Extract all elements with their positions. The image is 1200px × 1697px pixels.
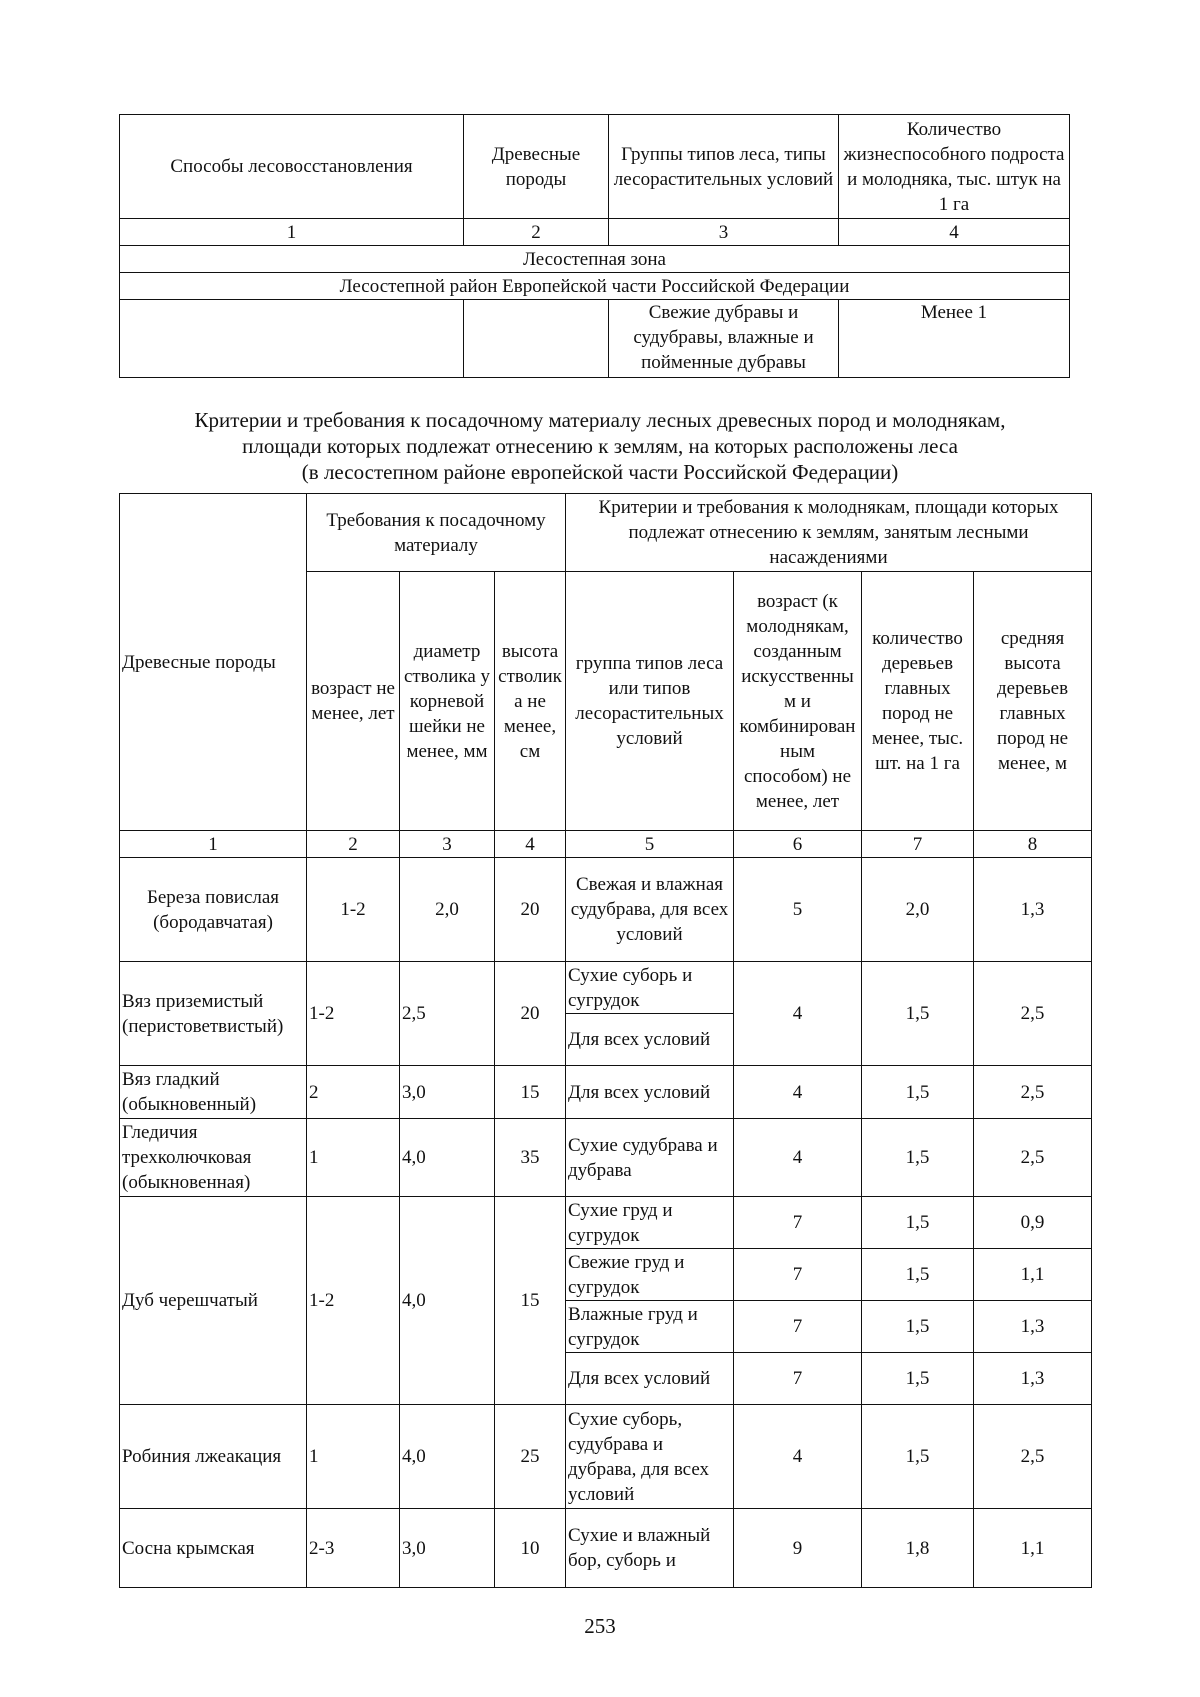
region-title: Лесостепной район Европейской части Российской Федерации (120, 273, 1070, 300)
amount-cell: Менее 1 (839, 300, 1070, 378)
header-species: Древесные породы (464, 115, 609, 219)
regeneration-table (119, 114, 1070, 378)
young-age-cell: 4 (734, 1405, 862, 1509)
species-cell: Береза повислая (бородавчатая) (120, 858, 307, 962)
height-cell: 15 (495, 1066, 566, 1119)
column-numbers-row (120, 831, 1092, 858)
col-number: 8 (974, 831, 1092, 858)
tree-count-cell: 1,5 (862, 1405, 974, 1509)
col-number: 1 (120, 219, 464, 246)
forest-type-cell: Влажные груд и сугрудок (566, 1301, 734, 1353)
height-cell: 20 (495, 962, 566, 1066)
age-cell: 1-2 (307, 858, 400, 962)
header-amount: Количество жизнеспособного подроста и молодняка, тыс. штук на 1 га (839, 115, 1070, 219)
table-row (120, 1197, 1092, 1249)
young-age-cell: 7 (734, 1353, 862, 1405)
species-cell: Вяз приземистый (перистоветвистый) (120, 962, 307, 1066)
forest-type-cell: Сухие груд и сугрудок (566, 1197, 734, 1249)
column-numbers-row (120, 219, 1070, 246)
title-line: (в лесостепном районе европейской части Российской Федерации) (301, 460, 899, 484)
table-row (120, 1509, 1092, 1588)
diameter-cell: 2,0 (400, 858, 495, 962)
title-line: площади которых подлежат отнесению к землям, на которых расположены леса (242, 434, 958, 458)
tree-height-cell: 2,5 (974, 962, 1092, 1066)
forest-type-cell: Для всех условий (566, 1353, 734, 1405)
col-number: 6 (734, 831, 862, 858)
header-height: высота стволика не менее, см (495, 572, 566, 831)
col-number: 5 (566, 831, 734, 858)
header-tree-height: средняя высота деревьев главных пород не менее, м (974, 572, 1092, 831)
header-forest-types: Группы типов леса, типы лесорастительных условий (609, 115, 839, 219)
young-age-cell: 7 (734, 1301, 862, 1353)
young-age-cell: 7 (734, 1249, 862, 1301)
tree-count-cell: 1,5 (862, 1249, 974, 1301)
tree-count-cell: 2,0 (862, 858, 974, 962)
tree-height-cell: 2,5 (974, 1405, 1092, 1509)
table-row (120, 300, 1070, 378)
species-cell: Гледичия трехколючковая (обыкновенная) (120, 1119, 307, 1197)
height-cell: 15 (495, 1197, 566, 1405)
tree-height-cell: 1,3 (974, 858, 1092, 962)
tree-height-cell: 2,5 (974, 1066, 1092, 1119)
col-number: 7 (862, 831, 974, 858)
diameter-cell: 4,0 (400, 1119, 495, 1197)
tree-height-cell: 2,5 (974, 1119, 1092, 1197)
tree-count-cell: 1,5 (862, 1066, 974, 1119)
title-line: Критерии и требования к посадочному материалу лесных древесных пород и молоднякам, (194, 408, 1006, 432)
age-cell: 2-3 (307, 1509, 400, 1588)
header-young-group: Критерии и требования к молоднякам, площади которых подлежат отнесению к землям, занятым лесными насаждениями (566, 494, 1092, 572)
height-cell: 25 (495, 1405, 566, 1509)
tree-height-cell: 1,1 (974, 1249, 1092, 1301)
young-age-cell: 4 (734, 1066, 862, 1119)
method-cell (120, 300, 464, 378)
diameter-cell: 3,0 (400, 1509, 495, 1588)
forest-type-subcell: Сухие суборь и сугрудок (566, 963, 733, 1014)
tree-height-cell: 1,3 (974, 1353, 1092, 1405)
header-tree-count: количество деревьев главных пород не менее, тыс. шт. на 1 га (862, 572, 974, 831)
header-forest-type: группа типов леса или типов лесорастительных условий (566, 572, 734, 831)
tree-count-cell: 1,5 (862, 1119, 974, 1197)
forest-type-cell: Сухие и влажный бор, суборь и (566, 1509, 734, 1588)
section-title (100, 407, 1100, 485)
species-cell (464, 300, 609, 378)
col-number: 1 (120, 831, 307, 858)
forest-type-subcell: Для всех условий (568, 1028, 711, 1050)
forest-type-cell: Свежие дубравы и судубравы, влажные и пойменные дубравы (609, 300, 839, 378)
young-age-cell: 7 (734, 1197, 862, 1249)
tree-height-cell: 1,1 (974, 1509, 1092, 1588)
table-row (120, 1119, 1092, 1197)
col-number: 4 (495, 831, 566, 858)
diameter-cell: 2,5 (400, 962, 495, 1066)
forest-type-cell: Сухие судубрава и дубрава (566, 1119, 734, 1197)
tree-height-cell: 0,9 (974, 1197, 1092, 1249)
table-row (120, 1066, 1092, 1119)
tree-count-cell: 1,5 (862, 1301, 974, 1353)
species-cell: Сосна крымская (120, 1509, 307, 1588)
forest-type-cell: Свежая и влажная судубрава, для всех условий (566, 858, 734, 962)
height-cell: 10 (495, 1509, 566, 1588)
zone-title: Лесостепная зона (120, 246, 1070, 273)
young-age-cell: 5 (734, 858, 862, 962)
col-number: 4 (839, 219, 1070, 246)
table-row (120, 1405, 1092, 1509)
height-cell: 20 (495, 858, 566, 962)
age-cell: 1-2 (307, 962, 400, 1066)
table-row (120, 858, 1092, 962)
age-cell: 1 (307, 1405, 400, 1509)
height-cell: 35 (495, 1119, 566, 1197)
young-age-cell: 4 (734, 962, 862, 1066)
species-cell: Вяз гладкий (обыкновенный) (120, 1066, 307, 1119)
age-cell: 1 (307, 1119, 400, 1197)
tree-count-cell: 1,5 (862, 962, 974, 1066)
diameter-cell: 4,0 (400, 1197, 495, 1405)
diameter-cell: 4,0 (400, 1405, 495, 1509)
age-cell: 1-2 (307, 1197, 400, 1405)
young-age-cell: 4 (734, 1119, 862, 1197)
col-number: 3 (400, 831, 495, 858)
forest-type-cell: Для всех условий (566, 1066, 734, 1119)
header-methods: Способы лесовосстановления (120, 115, 464, 219)
species-cell: Робиния лжеакация (120, 1405, 307, 1509)
criteria-table (119, 493, 1092, 1588)
young-age-cell: 9 (734, 1509, 862, 1588)
forest-type-cell: Сухие суборь, судубрава и дубрава, для всех условий (566, 1405, 734, 1509)
age-cell: 2 (307, 1066, 400, 1119)
tree-height-cell: 1,3 (974, 1301, 1092, 1353)
header-age: возраст не менее, лет (307, 572, 400, 831)
tree-count-cell: 1,5 (862, 1197, 974, 1249)
species-cell: Дуб черешчатый (120, 1197, 307, 1405)
header-diameter: диаметр стволика у корневой шейки не менее, мм (400, 572, 495, 831)
col-number: 2 (307, 831, 400, 858)
forest-type-cell: Свежие груд и сугрудок (566, 1249, 734, 1301)
forest-type-cell (566, 962, 734, 1066)
col-number: 2 (464, 219, 609, 246)
diameter-cell: 3,0 (400, 1066, 495, 1119)
page-number: 253 (584, 1614, 616, 1638)
header-young-age: возраст (к молоднякам, созданным искусственным и комбинированным способом) не менее, лет (734, 572, 862, 831)
col-number: 3 (609, 219, 839, 246)
tree-count-cell: 1,8 (862, 1509, 974, 1588)
tree-count-cell: 1,5 (862, 1353, 974, 1405)
table-row (120, 962, 1092, 1066)
header-species: Древесные породы (120, 494, 307, 831)
header-planting-group: Требования к посадочному материалу (307, 494, 566, 572)
